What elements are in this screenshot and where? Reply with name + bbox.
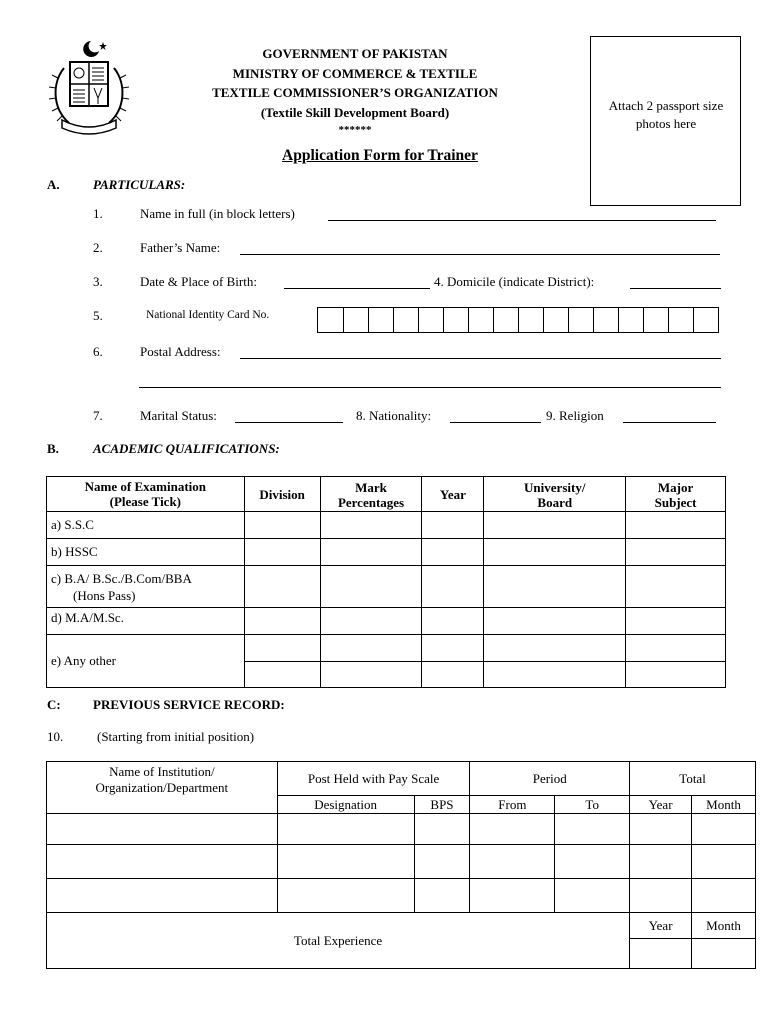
table-row bbox=[47, 635, 726, 662]
nic-digit-box[interactable] bbox=[618, 308, 643, 332]
section-c-title: PREVIOUS SERVICE RECORD: bbox=[93, 697, 285, 712]
field-6-label: Postal Address: bbox=[140, 344, 221, 359]
header-month: Month bbox=[692, 796, 756, 814]
header-mark: Mark Percentages bbox=[320, 477, 422, 512]
header-from: From bbox=[470, 796, 555, 814]
field-3-birth-input[interactable] bbox=[284, 288, 430, 289]
row-label-ma[interactable]: d) M.A/M.Sc. bbox=[47, 608, 245, 635]
field-4-domicile-input[interactable] bbox=[630, 288, 721, 289]
header-designation: Designation bbox=[277, 796, 414, 814]
field-7-label: Marital Status: bbox=[140, 408, 217, 423]
field-7-marital-input[interactable] bbox=[235, 422, 343, 423]
field-3-label: Date & Place of Birth: bbox=[140, 274, 257, 289]
field-2-father-name-input[interactable] bbox=[240, 254, 720, 255]
nic-digit-box[interactable] bbox=[468, 308, 493, 332]
total-month-input[interactable] bbox=[692, 939, 756, 969]
nic-digit-box[interactable] bbox=[518, 308, 543, 332]
section-c-letter: C: bbox=[47, 697, 61, 712]
table-row bbox=[47, 512, 726, 539]
header-institution: Name of Institution/ Organization/Department bbox=[47, 762, 278, 814]
photo-box[interactable] bbox=[590, 36, 741, 206]
field-1-number: 1. bbox=[93, 206, 103, 221]
table-row bbox=[47, 814, 756, 845]
nic-digit-box[interactable] bbox=[693, 308, 718, 332]
nic-digit-box[interactable] bbox=[393, 308, 418, 332]
field-6-number: 6. bbox=[93, 344, 103, 359]
field-6-address-input-line-1[interactable] bbox=[240, 358, 721, 359]
nic-digit-box[interactable] bbox=[318, 308, 343, 332]
row-label-ssc[interactable]: a) S.S.C bbox=[47, 512, 245, 539]
section-b-letter: B. bbox=[47, 441, 59, 456]
header-division: Division bbox=[244, 477, 320, 512]
field-1-label: Name in full (in block letters) bbox=[140, 206, 295, 221]
section-a-letter: A. bbox=[47, 177, 60, 192]
field-5-number: 5. bbox=[93, 308, 103, 323]
photo-box-text: Attach 2 passport size photos here bbox=[608, 98, 724, 131]
header-line-government: GOVERNMENT OF PAKISTAN bbox=[262, 46, 448, 61]
service-record-table bbox=[46, 761, 756, 969]
header-period: Period bbox=[470, 762, 630, 796]
header-year: Year bbox=[422, 477, 484, 512]
header-stars: ****** bbox=[338, 124, 372, 136]
table-row bbox=[47, 566, 726, 608]
nic-digit-box[interactable] bbox=[643, 308, 668, 332]
field-3-number: 3. bbox=[93, 274, 103, 289]
field-1-name-input[interactable] bbox=[328, 220, 716, 221]
section-a-title: PARTICULARS: bbox=[93, 177, 186, 192]
form-title: Application Form for Trainer bbox=[282, 147, 478, 164]
field-5-label: National Identity Card No. bbox=[146, 309, 270, 321]
government-emblem bbox=[44, 38, 134, 138]
nic-digit-box[interactable] bbox=[668, 308, 693, 332]
field-7-number: 7. bbox=[93, 408, 103, 423]
section-b-title: ACADEMIC QUALIFICATIONS: bbox=[93, 441, 280, 456]
nic-digit-box[interactable] bbox=[368, 308, 393, 332]
header-line-organization: TEXTILE COMMISSIONER’S ORGANIZATION bbox=[212, 85, 498, 100]
table-row bbox=[47, 539, 726, 566]
nic-input-boxes[interactable] bbox=[317, 307, 719, 333]
field-6-address-input-line-2[interactable] bbox=[139, 387, 721, 388]
total-month-header: Month bbox=[692, 913, 756, 939]
header-university: University/ Board bbox=[484, 477, 626, 512]
field-4-label: 4. Domicile (indicate District): bbox=[434, 274, 595, 289]
header-to: To bbox=[555, 796, 630, 814]
header-post: Post Held with Pay Scale bbox=[277, 762, 470, 796]
nic-digit-box[interactable] bbox=[418, 308, 443, 332]
nic-digit-box[interactable] bbox=[593, 308, 618, 332]
table-row bbox=[47, 608, 726, 635]
header-line-board: (Textile Skill Development Board) bbox=[260, 104, 450, 120]
header-line-ministry: MINISTRY OF COMMERCE & TEXTILE bbox=[232, 65, 478, 81]
header-exam: Name of Examination (Please Tick) bbox=[47, 477, 245, 511]
row-label-any-other[interactable]: e) Any other bbox=[47, 635, 245, 688]
header-bps: BPS bbox=[414, 796, 470, 814]
field-9-religion-input[interactable] bbox=[623, 422, 716, 423]
field-2-number: 2. bbox=[93, 240, 103, 255]
table-row bbox=[47, 845, 756, 879]
field-9-label: 9. Religion bbox=[546, 408, 604, 423]
academic-qualifications-table bbox=[46, 476, 726, 688]
nic-digit-box[interactable] bbox=[343, 308, 368, 332]
nic-digit-box[interactable] bbox=[443, 308, 468, 332]
header-major: Major Subject bbox=[626, 477, 726, 512]
total-experience-label: Total Experience bbox=[47, 913, 630, 969]
total-year-header: Year bbox=[630, 913, 692, 939]
total-year-input[interactable] bbox=[630, 939, 692, 969]
row-label-ba[interactable]: c) B.A/ B.Sc./B.Com/BBA (Hons Pass) bbox=[47, 566, 245, 608]
header-year: Year bbox=[630, 796, 692, 814]
nic-digit-box[interactable] bbox=[543, 308, 568, 332]
field-2-label: Father’s Name: bbox=[140, 240, 221, 255]
row-label-hssc[interactable]: b) HSSC bbox=[47, 539, 245, 566]
table-row bbox=[47, 879, 756, 913]
header-total: Total bbox=[630, 762, 756, 796]
item-10-number: 10. bbox=[47, 729, 64, 744]
item-10-text: (Starting from initial position) bbox=[97, 729, 255, 744]
field-8-label: 8. Nationality: bbox=[356, 408, 432, 423]
field-8-nationality-input[interactable] bbox=[450, 422, 541, 423]
nic-digit-box[interactable] bbox=[493, 308, 518, 332]
nic-digit-box[interactable] bbox=[568, 308, 593, 332]
